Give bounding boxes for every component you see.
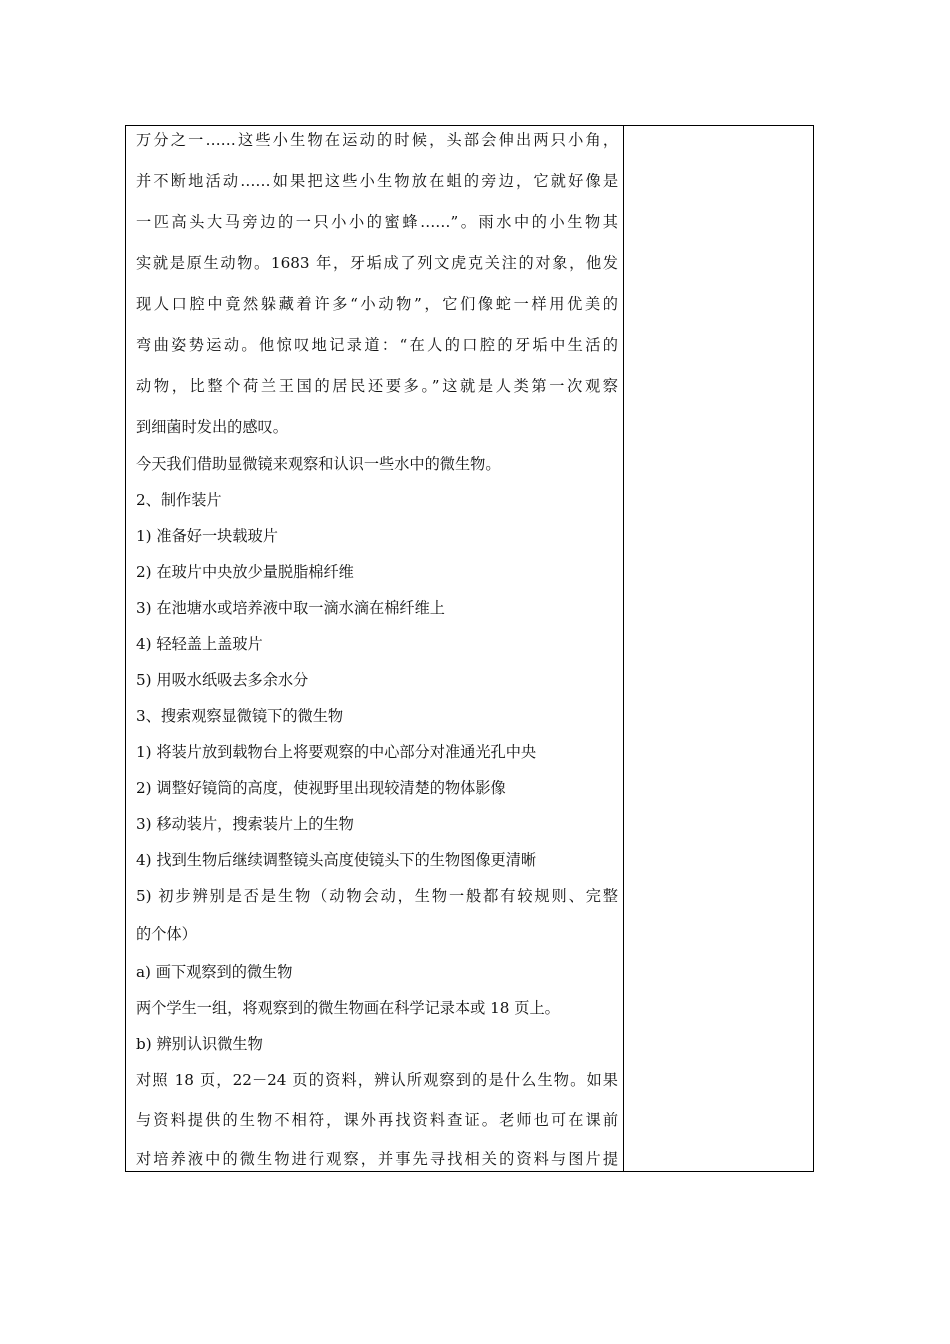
text-line: 对培养液中的微生物进行观察，并事先寻找相关的资料与图片提	[136, 1150, 618, 1168]
sub-step-item: a) 画下观察到的微生物	[136, 963, 293, 981]
text-line: 万分之一……这些小生物在运动的时候，头部会伸出两只小角，	[136, 131, 618, 149]
lesson-table	[125, 125, 814, 1172]
step-item: 1) 将装片放到载物台上将要观察的中心部分对准通光孔中央	[136, 743, 537, 761]
text-line: 对照 18 页，22－24 页的资料，辨认所观察到的是什么生物。如果	[136, 1071, 618, 1089]
content-cell	[126, 126, 623, 1171]
step-item: 3) 移动装片，搜索装片上的生物	[136, 815, 354, 833]
step-item: 3) 在池塘水或培养液中取一滴水滴在棉纤维上	[136, 599, 445, 617]
text-line: 今天我们借助显微镜来观察和认识一些水中的微生物。	[136, 455, 501, 473]
step-item: 2) 在玻片中央放少量脱脂棉纤维	[136, 563, 354, 581]
step-item: 1) 准备好一块载玻片	[136, 527, 278, 545]
section-heading: 3、搜索观察显微镜下的微生物	[136, 707, 344, 725]
section-heading: 2、制作装片	[136, 491, 222, 509]
text-line: 一匹高头大马旁边的一只小小的蜜蜂……”。雨水中的小生物其	[136, 213, 618, 231]
step-item: 5) 初步辨别是否是生物（动物会动，生物一般都有较规则、完整	[136, 887, 618, 905]
step-item: 4) 找到生物后继续调整镜头高度使镜头下的生物图像更清晰	[136, 851, 537, 869]
step-item: 4) 轻轻盖上盖玻片	[136, 635, 263, 653]
text-line: 与资料提供的生物不相符，课外再找资料查证。老师也可在课前	[136, 1111, 618, 1129]
notes-cell	[624, 126, 813, 1171]
step-item: 5) 用吸水纸吸去多余水分	[136, 671, 309, 689]
text-line: 动物，比整个荷兰王国的居民还要多。”这就是人类第一次观察	[136, 377, 618, 395]
text-line: 弯曲姿势运动。他惊叹地记录道：“在人的口腔的牙垢中生活的	[136, 336, 618, 354]
text-line: 实就是原生动物。1683 年，牙垢成了列文虎克关注的对象，他发	[136, 254, 618, 272]
step-item: 2) 调整好镜筒的高度，使视野里出现较清楚的物体影像	[136, 779, 506, 797]
sub-step-item: b) 辨别认识微生物	[136, 1035, 263, 1053]
text-line: 的个体）	[136, 925, 197, 943]
text-line: 到细菌时发出的感叹。	[136, 418, 288, 436]
text-line: 现人口腔中竟然躲藏着许多“小动物”，它们像蛇一样用优美的	[136, 295, 618, 313]
text-line: 两个学生一组，将观察到的微生物画在科学记录本或 18 页上。	[136, 999, 560, 1017]
text-line: 并不断地活动……如果把这些小生物放在蛆的旁边，它就好像是	[136, 172, 618, 190]
